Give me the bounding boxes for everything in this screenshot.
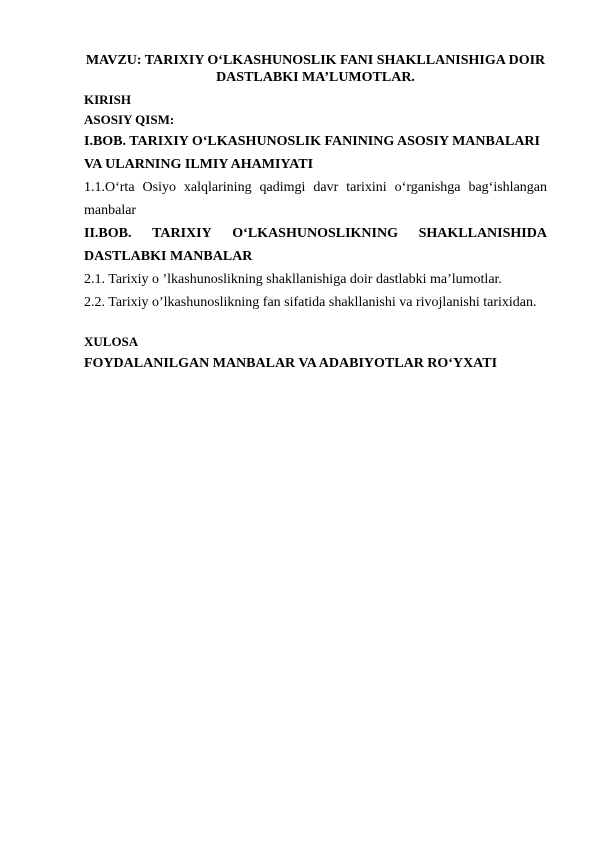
heading-xulosa: XULOSA xyxy=(84,334,139,349)
chapter-1-heading-line-2: VA ULARNING ILMIY AHAMIYATI xyxy=(84,157,314,172)
chapter-1-heading-line-1: I.BOB. TARIXIY O‘LKASHUNOSLIK FANINING ASOSIY MANBALARI xyxy=(84,134,540,149)
document-title-line-1: MAVZU: TARIXIY O‘LKASHUNOSLIK FANI SHAKLLANISHIGA DOIR xyxy=(85,53,546,68)
chapter-2-label: II.BOB. xyxy=(84,226,132,241)
heading-asosiy-qism: ASOSIY QISM: xyxy=(84,112,175,127)
section-2-1: 2.1. Tarixiy o ’lkashunoslikning shakllanishiga doir dastlabki ma’lumotlar. xyxy=(84,272,502,287)
chapter-2-heading-line-2: DASTLABKI MANBALAR xyxy=(84,249,253,264)
document-title-line-2: DASTLABKI MA’LUMOTLAR. xyxy=(216,70,415,85)
heading-kirish: KIRISH xyxy=(84,92,131,107)
chapter-2-heading-line-1 xyxy=(84,222,547,245)
chapter-2-word-tarixiy: TARIXIY xyxy=(152,226,212,241)
section-2-2: 2.2. Tarixiy o’lkashunoslikning fan sifatida shakllanishi va rivojlanishi tarixidan. xyxy=(84,295,537,310)
heading-references: FOYDALANILGAN MANBALAR VA ADABIYOTLAR RO‘YXATI xyxy=(84,356,498,371)
spacer xyxy=(84,314,547,332)
chapter-2-word-shakllanishida: SHAKLLANISHIDA xyxy=(418,226,547,241)
document-page xyxy=(84,52,547,375)
chapter-2-word-olkashunoslik: O‘LKASHUNOSLIKNING xyxy=(232,226,398,241)
section-1-1-line-1: 1.1.O‘rta Osiyo xalqlarining qadimgi davr tarixini o‘rganishga bag‘ishlangan xyxy=(84,180,547,195)
section-1-1-line-2: manbalar xyxy=(84,203,137,218)
